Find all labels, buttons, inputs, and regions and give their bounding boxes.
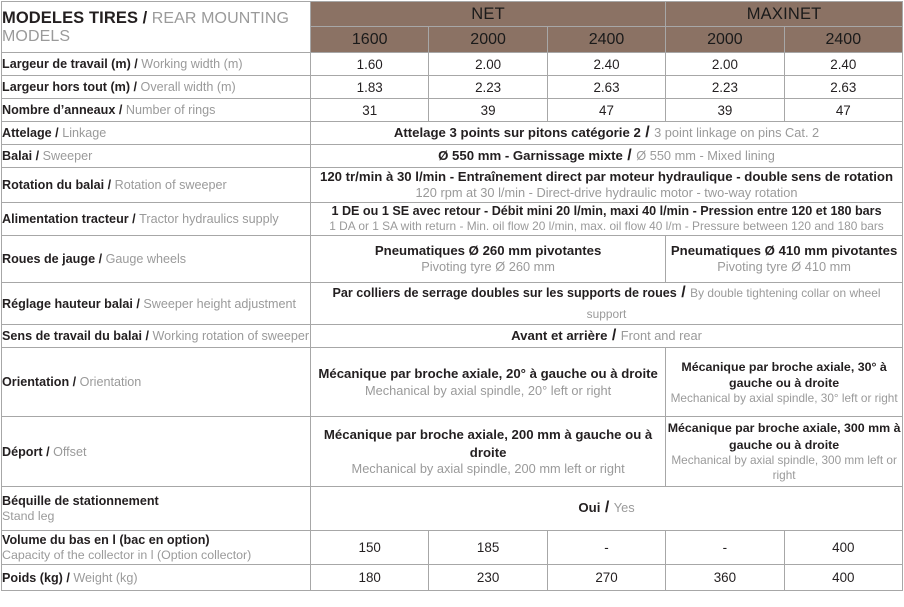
label-en: Orientation <box>79 375 142 390</box>
label-fr: Poids (kg) <box>2 570 63 585</box>
row-label-weight: Poids (kg) / Weight (kg) <box>2 565 311 591</box>
table-row <box>2 282 903 325</box>
cell-value: 400 <box>784 565 902 591</box>
brand-header-net: NET <box>311 2 666 27</box>
label-en: Number of rings <box>125 102 216 117</box>
label-fr: Béquille de stationnement <box>2 493 159 508</box>
label-fr: Roues de jauge <box>2 251 96 266</box>
cell-value: 185 <box>429 531 547 565</box>
cell-value: - <box>666 531 784 565</box>
value-fr: Avant et arrière <box>511 327 608 343</box>
value-en: Ø 550 mm - Mixed lining <box>636 147 775 163</box>
cell-value: 180 <box>311 565 429 591</box>
cell-value-merged: Oui / Yes <box>311 487 903 531</box>
label-fr: Largeur de travail (m) <box>2 56 131 71</box>
label-fr: Volume du bas en l (bac en option) <box>2 532 210 547</box>
row-label-gauge-wheels: Roues de jauge / Gauge wheels <box>2 235 311 282</box>
table-row <box>2 99 903 122</box>
value-fr: Mécanique par broche axiale, 200 mm à gauche ou à droite <box>323 427 653 460</box>
value-en: 120 rpm at 30 l/min - Direct-drive hydraulic motor - two-way rotation <box>415 185 798 201</box>
value-en: Pivoting tyre Ø 260 mm <box>421 259 555 275</box>
row-label-number-of-rings: Nombre d’anneaux / Number of rings <box>2 99 311 122</box>
label-en: Working rotation of sweeper <box>152 329 310 344</box>
cell-value: 2.40 <box>547 53 665 76</box>
value-en: Mechanical by axial spindle, 30° left or right <box>670 390 898 405</box>
table-row <box>2 531 903 565</box>
cell-value: 2.40 <box>784 53 902 76</box>
label-en: Sweeper height adjustment <box>143 296 296 311</box>
cell-value: 47 <box>547 99 665 122</box>
model-header-net-1600: 1600 <box>311 27 429 53</box>
row-label-orientation: Orientation / Orientation <box>2 348 311 417</box>
value-fr: Oui <box>578 500 601 516</box>
specifications-table <box>1 1 903 591</box>
cell-value: 47 <box>784 99 902 122</box>
value-fr: Pneumatiques Ø 410 mm pivotantes <box>670 242 898 258</box>
row-label-offset: Déport / Offset <box>2 417 311 487</box>
row-label-working-width: Largeur de travail (m) / Working width (m) <box>2 53 311 76</box>
label-en: Overall width (m) <box>140 79 236 94</box>
label-en: Rotation of sweeper <box>114 177 227 192</box>
label-fr: Largeur hors tout (m) <box>2 79 131 94</box>
value-en: Yes <box>613 500 635 516</box>
value-en: Mechanical by axial spindle, 20° left or right <box>364 382 612 398</box>
model-header-net-2400: 2400 <box>547 27 665 53</box>
row-label-collector-capacity <box>2 531 311 565</box>
model-header-net-2000: 2000 <box>429 27 547 53</box>
value-fr: Mécanique par broche axiale, 300 mm à gauche ou à droite <box>667 421 901 452</box>
cell-value: 400 <box>784 531 902 565</box>
label-en: Tractor hydraulics supply <box>139 211 279 226</box>
cell-value-net <box>311 348 666 417</box>
cell-value-maxinet <box>666 348 903 417</box>
table-row <box>2 348 903 417</box>
cell-value: 230 <box>429 565 547 591</box>
table-title-cell <box>2 2 311 53</box>
label-fr: Balai <box>2 148 33 163</box>
label-fr: Orientation <box>2 375 70 390</box>
cell-value: 2.63 <box>547 76 665 99</box>
value-en: Pivoting tyre Ø 410 mm <box>717 259 851 275</box>
row-label-linkage: Attelage / Linkage <box>2 122 311 145</box>
value-fr: Mécanique par broche axiale, 30° à gauche ou à droite <box>681 359 887 390</box>
cell-value: 360 <box>666 565 784 591</box>
table-row <box>2 202 903 235</box>
cell-value: 2.23 <box>666 76 784 99</box>
cell-value-merged: Attelage 3 points sur pitons catégorie 2 / 3 point linkage on pins Cat. 2 <box>311 122 903 145</box>
label-en: Gauge wheels <box>105 251 187 266</box>
row-label-sweeper: Balai / Sweeper <box>2 145 311 168</box>
label-en: Sweeper <box>42 148 93 163</box>
row-label-sweeper-height-adjustment: Réglage hauteur balai / Sweeper height adjustment <box>2 282 311 325</box>
cell-value: 2.63 <box>784 76 902 99</box>
value-en: 1 DA or 1 SA with return - Min. oil flow 20 l/min, max. oil flow 40 l/m - Pressure between 120 and 180 bars <box>329 219 884 234</box>
cell-value: 1.83 <box>311 76 429 99</box>
cell-value: 2.23 <box>429 76 547 99</box>
cell-value-merged <box>311 202 903 235</box>
cell-value-net <box>311 235 666 282</box>
row-label-stand-leg <box>2 487 311 531</box>
value-fr: Ø 550 mm - Garnissage mixte <box>438 147 623 163</box>
row-label-tractor-hydraulics-supply: Alimentation tracteur / Tractor hydraulics supply <box>2 202 311 235</box>
table-title-en: REAR MOUNTING MODELS <box>2 9 290 45</box>
value-en: Mechanical by axial spindle, 200 mm left or right <box>351 460 625 476</box>
label-fr: Réglage hauteur balai <box>2 296 133 311</box>
value-fr: Mécanique par broche axiale, 20° à gauche ou à droite <box>318 366 658 382</box>
value-en: 3 point linkage on pins Cat. 2 <box>654 124 820 140</box>
value-en: Front and rear <box>620 327 702 343</box>
cell-value: 31 <box>311 99 429 122</box>
label-en: Offset <box>53 444 87 459</box>
label-fr: Déport <box>2 444 43 459</box>
cell-value: - <box>547 531 665 565</box>
table-row <box>2 487 903 531</box>
table-row <box>2 235 903 282</box>
value-fr: 120 tr/min à 30 l/min - Entraînement direct par moteur hydraulique - double sens de rotation <box>319 169 894 184</box>
cell-value-merged: Par colliers de serrage doubles sur les supports de roues / By double tightening collar on wheel support <box>311 282 903 325</box>
cell-value-net <box>311 417 666 487</box>
cell-value-maxinet <box>666 235 903 282</box>
value-en: By double tightening collar on wheel support <box>586 285 881 321</box>
table-title-fr: MODELES TIRES <box>2 8 139 27</box>
table-header-brand-row <box>2 2 903 27</box>
label-fr: Attelage <box>2 125 52 140</box>
label-fr: Nombre d’anneaux <box>2 102 116 117</box>
label-en: Weight (kg) <box>73 570 138 585</box>
table-row <box>2 325 903 348</box>
cell-value-merged: Ø 550 mm - Garnissage mixte / Ø 550 mm - Mixed lining <box>311 145 903 168</box>
row-label-overall-width: Largeur hors tout (m) / Overall width (m) <box>2 76 311 99</box>
cell-value: 39 <box>666 99 784 122</box>
cell-value: 2.00 <box>429 53 547 76</box>
table-row <box>2 122 903 145</box>
cell-value: 150 <box>311 531 429 565</box>
cell-value: 39 <box>429 99 547 122</box>
row-label-working-rotation-of-sweeper: Sens de travail du balai / Working rotation of sweeper <box>2 325 311 348</box>
model-header-maxinet-2000: 2000 <box>666 27 784 53</box>
label-en: Linkage <box>62 125 107 140</box>
cell-value: 1.60 <box>311 53 429 76</box>
value-fr: 1 DE ou 1 SE avec retour - Débit mini 20 l/min, maxi 40 l/min - Pression entre 120 et 180 bars <box>331 203 882 218</box>
value-fr: Attelage 3 points sur pitons catégorie 2 <box>393 124 641 140</box>
cell-value-merged: Avant et arrière / Front and rear <box>311 325 903 348</box>
cell-value-merged <box>311 168 903 203</box>
cell-value: 270 <box>547 565 665 591</box>
table-row <box>2 565 903 591</box>
row-label-rotation-of-sweeper: Rotation du balai / Rotation of sweeper <box>2 168 311 203</box>
value-en: Mechanical by axial spindle, 300 mm left or right <box>671 452 897 482</box>
table-row <box>2 417 903 487</box>
label-fr: Alimentation tracteur <box>2 211 129 226</box>
label-en: Capacity of the collector in l (Option collector) <box>2 547 252 562</box>
value-fr: Pneumatiques Ø 260 mm pivotantes <box>374 242 602 258</box>
label-fr: Rotation du balai <box>2 177 105 192</box>
table-row <box>2 76 903 99</box>
table-row <box>2 168 903 203</box>
cell-value: 2.00 <box>666 53 784 76</box>
value-fr: Par colliers de serrage doubles sur les supports de roues <box>332 285 677 300</box>
label-en: Stand leg <box>2 508 55 523</box>
table-row <box>2 145 903 168</box>
table-title-separator: / <box>142 8 148 27</box>
table-row <box>2 53 903 76</box>
brand-header-maxinet: MAXINET <box>666 2 903 27</box>
label-en: Working width (m) <box>141 56 243 71</box>
model-header-maxinet-2400: 2400 <box>784 27 902 53</box>
cell-value-maxinet <box>666 417 903 487</box>
label-fr: Sens de travail du balai <box>2 329 142 344</box>
